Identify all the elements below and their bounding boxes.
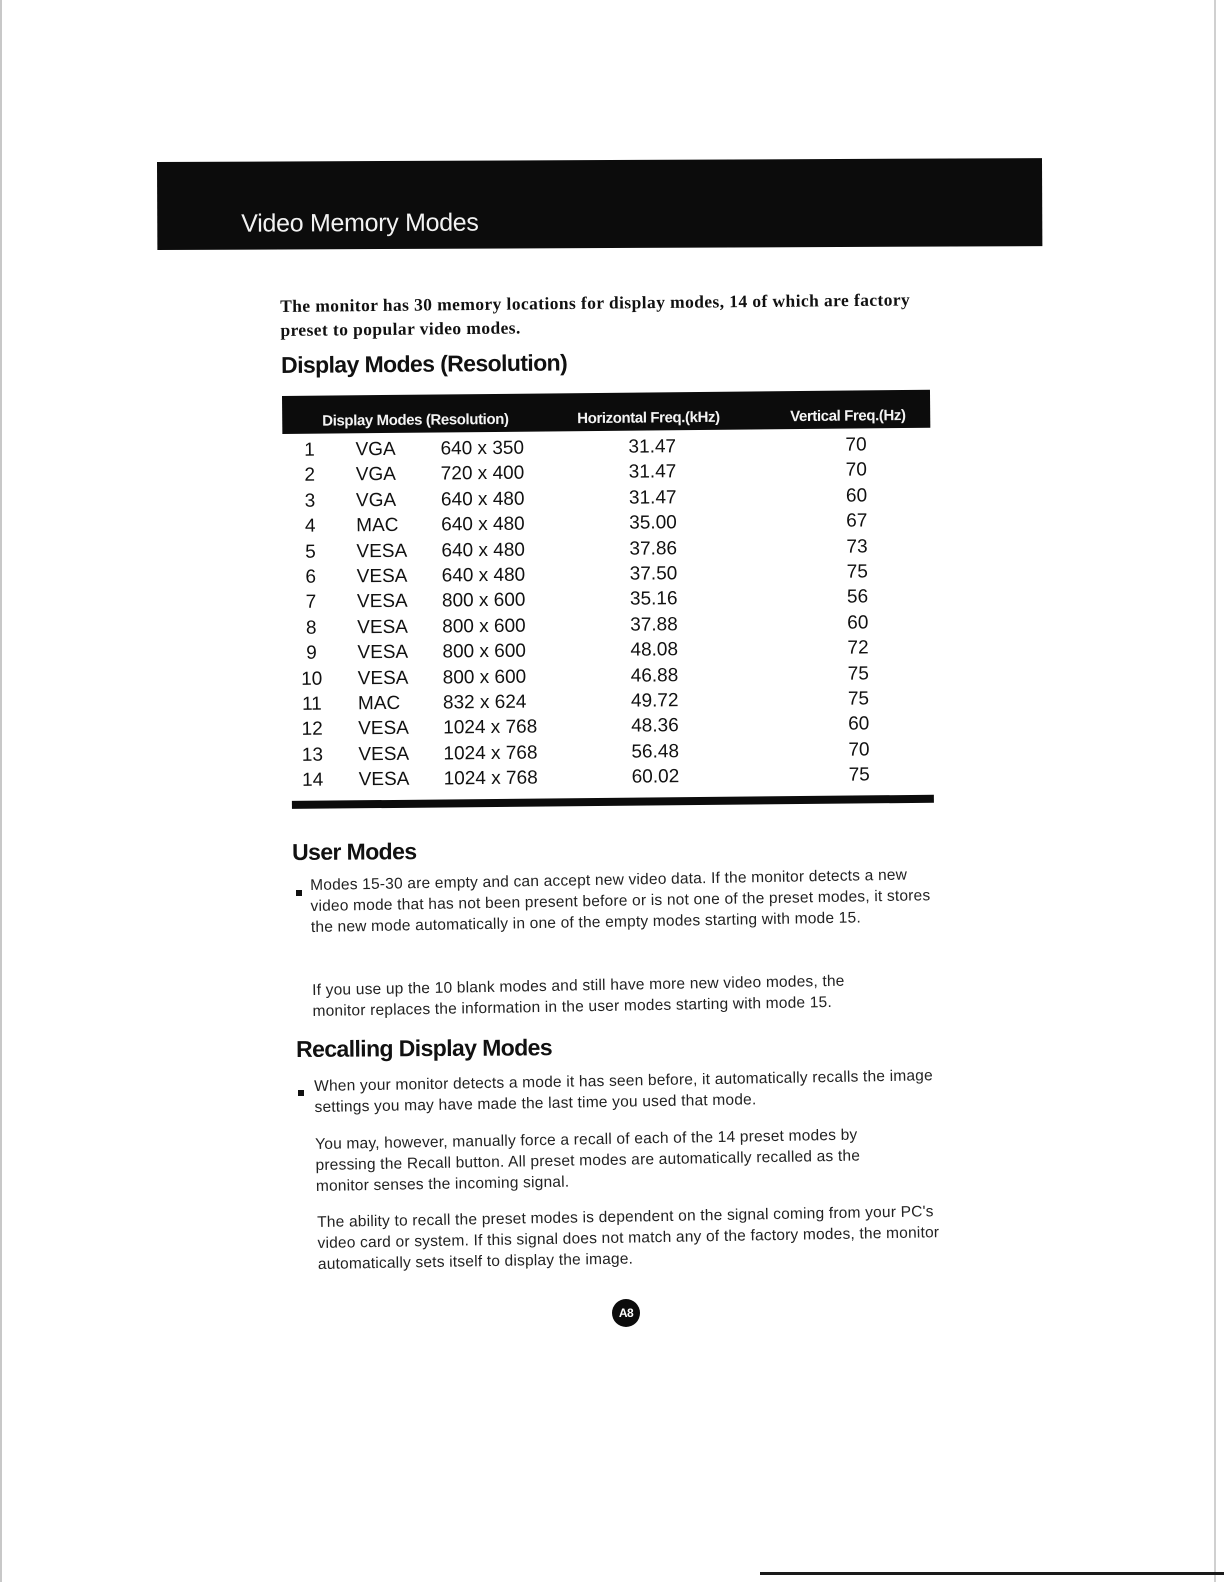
row-standard: VESA	[357, 667, 409, 689]
user-modes-heading: User Modes	[292, 838, 417, 865]
title-bar	[157, 158, 1042, 250]
row-standard: VESA	[358, 768, 410, 791]
row-vertical-freq: 73	[846, 535, 868, 558]
row-resolution: 832 x 624	[442, 691, 527, 714]
row-horizontal-freq: 35.00	[629, 512, 677, 534]
row-resolution: 800 x 600	[442, 666, 527, 688]
column-header-vertical-freq: Vertical Freq.(Hz)	[790, 407, 906, 426]
row-horizontal-freq: 49.72	[630, 690, 679, 712]
bullet-icon	[296, 890, 302, 896]
row-vertical-freq: 75	[848, 764, 870, 786]
row-standard: VGA	[355, 489, 397, 512]
row-resolution: 800 x 600	[442, 615, 526, 638]
row-standard: MAC	[357, 692, 401, 715]
row-vertical-freq: 70	[845, 434, 867, 456]
row-resolution: 640 x 480	[441, 539, 526, 562]
row-resolution: 640 x 480	[441, 513, 525, 536]
display-modes-heading: Display Modes (Resolution)	[281, 349, 568, 378]
column-header-mode: Display Modes (Resolution)	[322, 410, 509, 430]
row-resolution: 640 x 480	[441, 564, 526, 587]
row-number: 11	[301, 693, 322, 715]
intro-paragraph: The monitor has 30 memory locations for display modes, 14 of which are factory preset to popular video modes.	[280, 288, 911, 340]
table-row	[286, 764, 934, 796]
row-resolution: 800 x 600	[442, 640, 527, 663]
row-number: 2	[304, 465, 316, 487]
recalling-paragraph-2: You may, however, manually force a recall of each of the 14 preset modes by pressing the Recall button. All preset modes are automatically recalled as the monitor senses the incoming signal.	[315, 1126, 861, 1195]
row-horizontal-freq: 60.02	[631, 766, 680, 788]
row-vertical-freq: 56	[846, 586, 869, 608]
row-horizontal-freq: 48.36	[631, 715, 679, 737]
row-horizontal-freq: 37.88	[630, 613, 678, 636]
row-horizontal-freq: 56.48	[631, 740, 680, 763]
table-body	[282, 428, 933, 796]
row-number: 8	[305, 617, 317, 639]
row-resolution: 1024 x 768	[443, 716, 538, 739]
row-vertical-freq: 75	[847, 688, 870, 710]
row-horizontal-freq: 31.47	[628, 486, 677, 509]
bullet-icon	[298, 1090, 304, 1096]
row-vertical-freq: 70	[848, 739, 870, 761]
row-number: 4	[304, 515, 316, 537]
row-resolution: 640 x 350	[440, 437, 525, 460]
row-number: 13	[301, 744, 324, 766]
row-vertical-freq: 70	[845, 459, 867, 481]
row-horizontal-freq: 48.08	[630, 639, 679, 661]
row-horizontal-freq: 31.47	[628, 436, 677, 458]
row-vertical-freq: 75	[847, 662, 869, 685]
row-horizontal-freq: 35.16	[629, 588, 678, 611]
row-number: 1	[304, 439, 315, 461]
row-standard: MAC	[356, 515, 399, 537]
row-resolution: 800 x 600	[441, 590, 526, 612]
row-vertical-freq: 60	[848, 713, 870, 735]
row-number: 12	[301, 718, 323, 741]
table-header	[282, 390, 930, 434]
row-standard: VESA	[358, 718, 410, 740]
row-number: 6	[305, 566, 317, 588]
display-modes-table	[282, 390, 934, 810]
row-standard: VESA	[357, 641, 409, 664]
row-vertical-freq: 60	[847, 612, 869, 634]
row-number: 7	[305, 592, 317, 614]
row-vertical-freq: 67	[846, 510, 868, 532]
row-standard: VESA	[357, 616, 409, 639]
recalling-heading: Recalling Display Modes	[296, 1034, 553, 1062]
user-modes-paragraph-2: If you use up the 10 blank modes and still have more new video modes, the monitor replaces the information in the user modes starting with mode 15.	[312, 972, 845, 1020]
row-number: 5	[305, 541, 316, 563]
row-standard: VESA	[356, 540, 408, 562]
row-number: 3	[304, 490, 316, 512]
row-standard: VGA	[355, 464, 396, 486]
row-number: 9	[306, 642, 317, 664]
row-vertical-freq: 75	[846, 561, 868, 583]
row-vertical-freq: 60	[845, 485, 868, 507]
row-number: 14	[302, 769, 324, 791]
row-resolution: 1024 x 768	[443, 742, 538, 765]
row-horizontal-freq: 46.88	[630, 664, 679, 687]
scan-line-bottom	[760, 1572, 1224, 1575]
row-standard: VESA	[356, 565, 408, 588]
row-horizontal-freq: 37.50	[629, 563, 678, 585]
row-horizontal-freq: 31.47	[628, 461, 677, 484]
column-header-horizontal-freq: Horizontal Freq.(kHz)	[577, 408, 720, 428]
page-edge-right	[1214, 0, 1216, 1582]
row-standard: VESA	[358, 743, 410, 765]
recalling-paragraph-1: When your monitor detects a mode it has seen before, it automatically recalls the image settings you may have made the last time you used that mode.	[314, 1067, 934, 1116]
row-resolution: 720 x 400	[440, 463, 525, 485]
recalling-paragraph-3: The ability to recall the preset modes is dependent on the signal coming from your PC's video card or system. If this signal does not match any of the factory modes, the monitor automatically sets itself to display the image.	[317, 1203, 940, 1273]
row-standard: VGA	[355, 438, 396, 461]
user-modes-paragraph-1: Modes 15-30 are empty and can accept new video data. If the monitor detects a new video mode that has not been present before or is not one of the preset modes, it stores the new mode automatically in one of the empty modes starting with mode 15.	[310, 866, 931, 936]
row-number: 10	[301, 668, 323, 690]
row-resolution: 640 x 480	[440, 488, 525, 511]
row-vertical-freq: 72	[847, 637, 869, 659]
row-resolution: 1024 x 768	[443, 767, 538, 790]
page-edge-left	[0, 0, 2, 1582]
row-standard: VESA	[356, 591, 408, 613]
table-bottom-rule	[292, 795, 934, 809]
page-number-badge: A8	[612, 1299, 640, 1327]
row-horizontal-freq: 37.86	[629, 537, 678, 560]
page-title: Video Memory Modes	[241, 208, 479, 238]
